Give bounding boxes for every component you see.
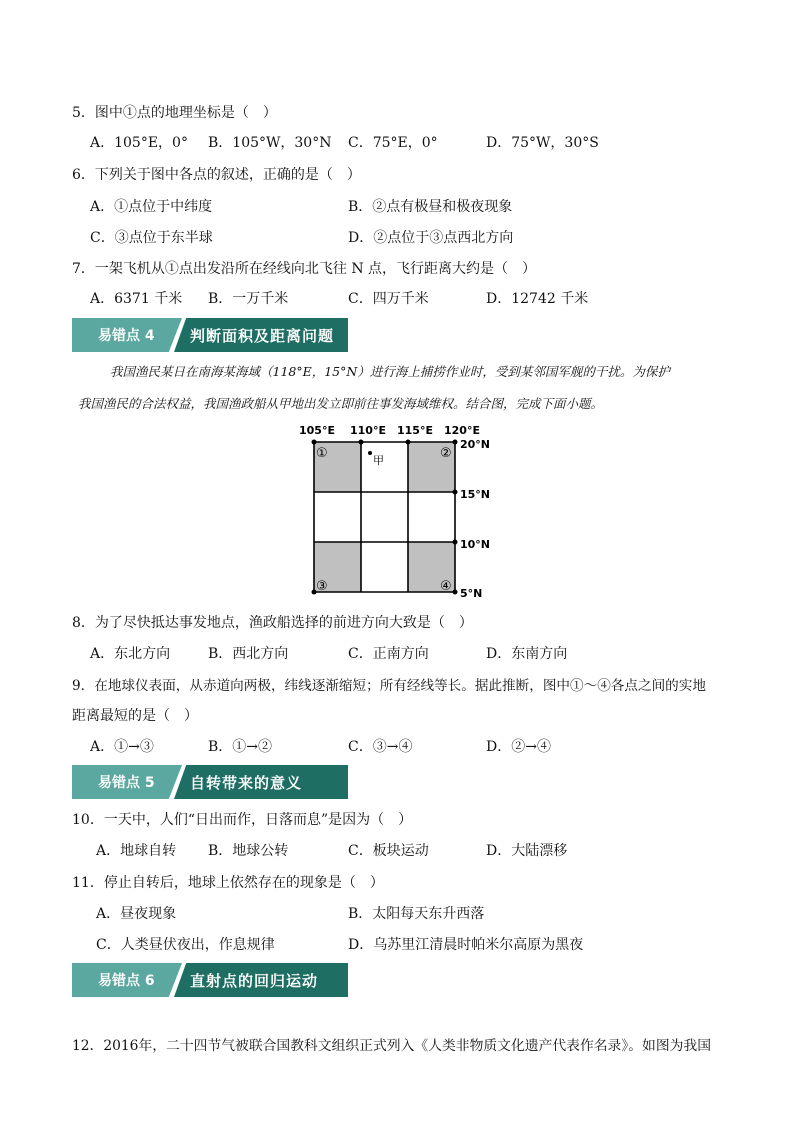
section-banner-6 — [72, 963, 348, 997]
q11-option-a: A．昼夜现象 — [96, 906, 177, 922]
q5-option-b: B．105°W，30°N — [208, 135, 332, 151]
q6-option-d: D．②点位于③点西北方向 — [348, 230, 514, 246]
q7-stem: 7．一架飞机从①点出发沿所在经线向北飞往 N 点，飞行距离大约是（ ） — [72, 261, 537, 277]
point-label-3: ③ — [316, 579, 328, 594]
point-label-2: ② — [440, 446, 452, 461]
grid-node — [453, 490, 458, 495]
q9-option-c: C．③→④ — [348, 739, 413, 755]
jia-label: 甲 — [373, 454, 384, 467]
point-label-4: ④ — [440, 579, 452, 594]
q7-option-d: D．12742 千米 — [486, 291, 589, 307]
q8-option-c: C．正南方向 — [348, 646, 429, 662]
lon-label-115: 115°E — [397, 424, 433, 437]
q5-option-d: D．75°W，30°S — [486, 135, 599, 151]
q9-stem-line-1: 9．在地球仪表面，从赤道向两极，纬线逐渐缩短；所有经线等长。据此推断，图中①～④各点之间的实地 — [72, 678, 706, 694]
q6-option-b: B．②点有极昼和极夜现象 — [348, 199, 513, 215]
q9-option-d: D．②→④ — [486, 739, 551, 755]
q6-option-a: A．①点位于中纬度 — [90, 199, 213, 215]
q10-option-c: C．板块运动 — [348, 843, 429, 859]
lat-label-10: 10°N — [460, 538, 491, 551]
banner-title: 判断面积及距离问题 — [190, 327, 335, 345]
grid-node — [453, 590, 458, 595]
q10-option-a: A．地球自转 — [96, 843, 177, 859]
section-banner-4 — [72, 318, 348, 352]
lat-label-15: 15°N — [460, 488, 491, 501]
q6-option-c: C．③点位于东半球 — [90, 230, 213, 246]
q8-option-d: D．东南方向 — [486, 646, 568, 662]
q8-stem: 8．为了尽快抵达事发地点，渔政船选择的前进方向大致是（ ） — [72, 615, 473, 631]
lat-label-20: 20°N — [460, 438, 491, 451]
banner-label: 易错点 5 — [98, 775, 155, 791]
q7-option-c: C．四万千米 — [348, 291, 429, 307]
passage-line-1: 我国渔民某日在南海某海域（118°E，15°N）进行海上捕捞作业时，受到某邻国军舰的干扰。为保护 — [110, 364, 670, 379]
lon-label-120: 120°E — [444, 424, 480, 437]
grid-node — [359, 440, 364, 445]
grid-node — [312, 440, 317, 445]
passage-line-2: 我国渔民的合法权益，我国渔政船从甲地出发立即前往事发海域维权。结合图，完成下面小题。 — [78, 396, 604, 411]
q11-option-b: B．太阳每天东升西落 — [348, 906, 485, 922]
jia-point-marker — [368, 451, 372, 455]
q12-stem: 12．2016年，二十四节气被联合国教科文组织正式列入《人类非物质文化遗产代表作名录》。如图为我国 — [72, 1038, 712, 1054]
banner-label: 易错点 4 — [98, 328, 155, 344]
q9-option-b: B．①→② — [208, 739, 273, 755]
q8-option-a: A．东北方向 — [90, 646, 171, 662]
lat-label-5: 5°N — [460, 587, 483, 600]
q11-option-c: C．人类昼伏夜出，作息规律 — [96, 937, 275, 953]
q11-option-d: D．乌苏里江清晨时帕米尔高原为黑夜 — [348, 937, 584, 953]
lat-lon-grid-map — [296, 420, 496, 606]
q10-option-d: D．大陆漂移 — [486, 843, 568, 859]
q7-option-a: A．6371 千米 — [90, 291, 183, 307]
banner-title: 直射点的回归运动 — [190, 972, 319, 990]
q11-stem: 11．停止自转后，地球上依然存在的现象是（ ） — [72, 875, 384, 891]
q5-option-c: C．75°E，0° — [348, 135, 438, 151]
q6-stem: 6．下列关于图中各点的叙述，正确的是（ ） — [72, 167, 361, 183]
banner-title: 自转带来的意义 — [190, 774, 303, 792]
q5-option-a: A．105°E，0° — [90, 135, 188, 151]
point-label-1: ① — [316, 446, 328, 461]
section-banner-5 — [72, 765, 348, 799]
q9-stem-line-2: 距离最短的是（ ） — [72, 708, 198, 724]
q8-option-b: B．西北方向 — [208, 646, 289, 662]
q7-option-b: B．一万千米 — [208, 291, 289, 307]
grid-node — [406, 440, 411, 445]
banner-label: 易错点 6 — [98, 973, 155, 989]
q10-option-b: B．地球公转 — [208, 843, 289, 859]
q9-option-a: A．①→③ — [90, 739, 154, 755]
q10-stem: 10．一天中，人们“日出而作，日落而息”是因为（ ） — [72, 812, 413, 828]
grid-node — [453, 540, 458, 545]
lon-label-105: 105°E — [299, 424, 335, 437]
lon-label-110: 110°E — [350, 424, 386, 437]
q5-stem: 5．图中①点的地理坐标是（ ） — [72, 105, 277, 121]
grid-node — [453, 440, 458, 445]
